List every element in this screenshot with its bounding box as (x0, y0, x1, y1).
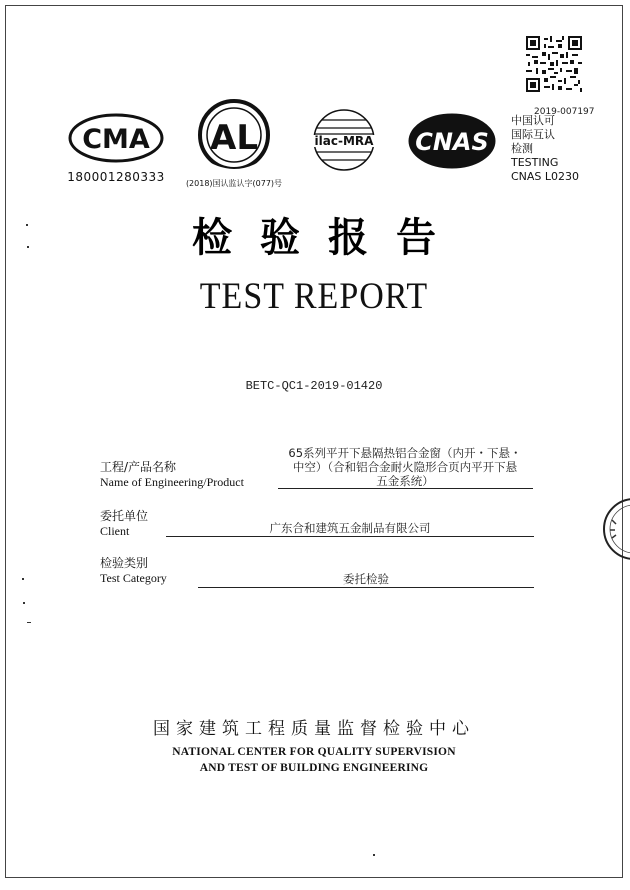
issuer-name-cn: 国家建筑工程质量监督检验中心 (153, 719, 475, 739)
cnas-line: 国际互认 (511, 128, 555, 141)
ilac-mark (302, 106, 386, 178)
svg-text:ilac-MRA: ilac-MRA (314, 134, 374, 148)
client-underline (166, 536, 534, 537)
cnas-line: 检测 (511, 142, 533, 155)
scan-speck (27, 246, 29, 248)
product-underline (278, 488, 533, 489)
issuer-line: AND TEST OF BUILDING ENGINEERING (199, 762, 429, 774)
issuer-line: NATIONAL CENTER FOR QUALITY SUPERVISION (172, 746, 456, 758)
category-value: 委托检验 (343, 572, 389, 586)
report-title-cn: 检验报告 (192, 215, 464, 261)
cal-caption: (2018)国认监认字(077)号 (185, 179, 283, 188)
cnas-line: CNAS L0230 (511, 170, 580, 183)
svg-text:CMA: CMA (82, 124, 150, 155)
cma-logo-icon (68, 112, 164, 164)
product-field (100, 458, 244, 490)
category-field (100, 554, 167, 586)
certificate-number: 2019-007197 (534, 107, 595, 117)
qr-code-icon (526, 36, 582, 92)
cal-mark (184, 98, 284, 189)
product-label-en: Name of Engineering/Product (100, 475, 244, 489)
report-number: BETC-QC1-2019-01420 (245, 379, 383, 393)
scan-speck (373, 854, 375, 856)
svg-text:CNAS: CNAS (415, 128, 489, 156)
report-title-en: TEST REPORT (199, 276, 429, 317)
product-label-cn: 工程/产品名称 (100, 460, 177, 474)
svg-text:AL: AL (210, 118, 258, 158)
cnas-logo-icon (404, 110, 500, 172)
cnas-line: 中国认可 (511, 114, 555, 127)
seal-stamp-icon (600, 494, 630, 564)
scan-speck (23, 602, 25, 604)
ilac-mra-logo-icon (302, 106, 386, 174)
client-label-en: Client (100, 524, 130, 538)
client-label-cn: 委托单位 (100, 509, 149, 523)
report-cover-page (5, 5, 623, 878)
scan-speck (26, 224, 28, 226)
category-label-cn: 检验类别 (100, 556, 149, 570)
accreditation-logos (66, 98, 506, 188)
cal-logo-icon (190, 98, 278, 172)
client-field (100, 507, 148, 539)
product-value-line: 五金系统） (376, 474, 434, 488)
product-value (264, 446, 546, 488)
client-value: 广东合和建筑五金制品有限公司 (269, 521, 431, 535)
category-underline (198, 587, 534, 588)
cnas-accreditation-text (511, 114, 579, 184)
product-value-line: 中空）（合和铝合金耐火隐形合页内平开下悬 (292, 460, 518, 474)
scan-speck (27, 622, 31, 623)
issuer-name-en (6, 744, 622, 776)
cnas-mark (402, 110, 502, 176)
scan-speck (22, 578, 24, 580)
cma-number: 180001280333 (67, 170, 165, 184)
cma-mark (66, 112, 166, 184)
product-value-line: 65系列平开下悬隔热铝合金窗（内开・下悬・ (288, 446, 522, 460)
cnas-line: TESTING (511, 156, 559, 169)
category-label-en: Test Category (100, 571, 167, 585)
